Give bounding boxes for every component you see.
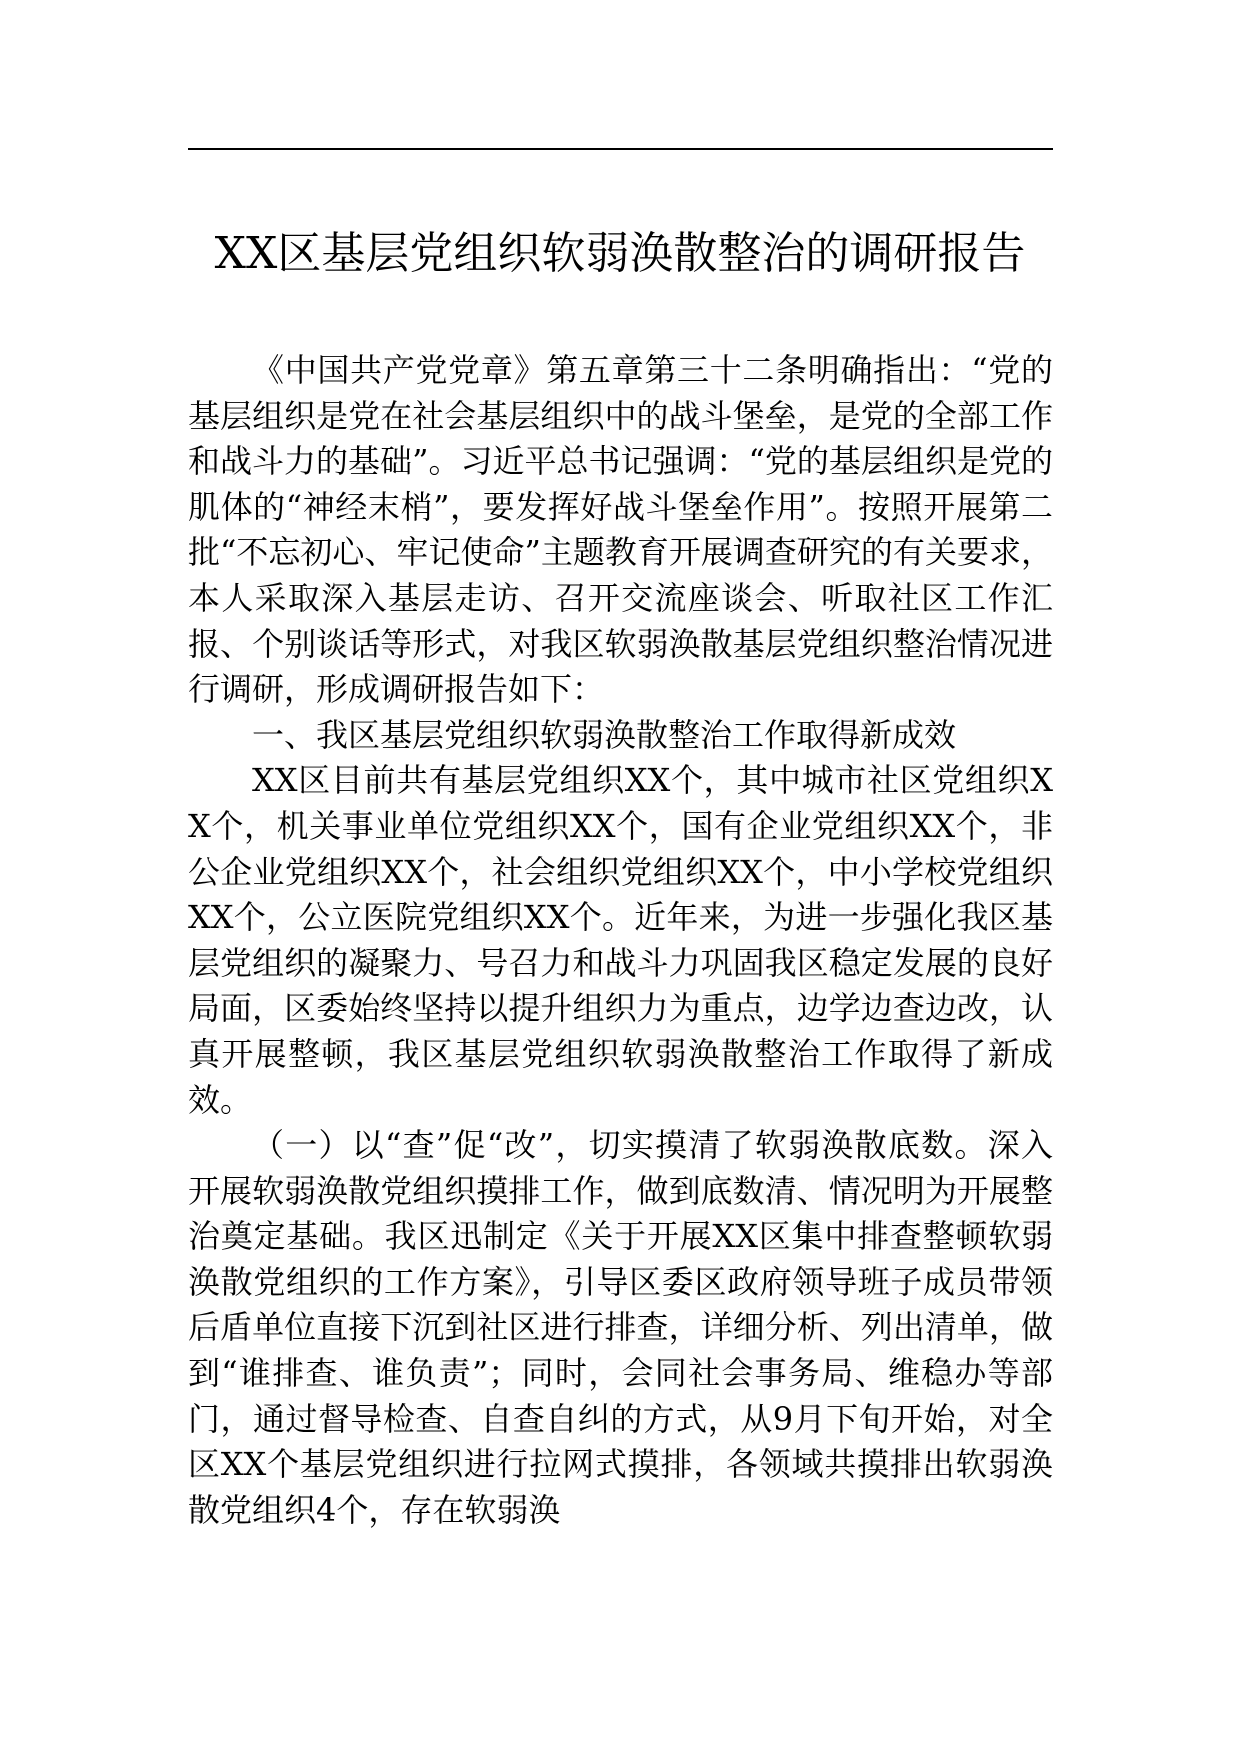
document-body [188,348,1053,1533]
intro-paragraph: 《中国共产党党章》第五章第三十二条明确指出：“党的基层组织是党在社会基层组织中的战斗堡垒，是党的全部工作和战斗力的基础”。习近平总书记强调：“党的基层组织是党的肌体的“神经末梢”，要发挥好战斗堡垒作用”。按照开展第二批“不忘初心、牢记使命”主题教育开展调查研究的有关要求，本人采取深入基层走访、召开交流座谈会、听取社区工作汇报、个别谈话等形式，对我区软弱涣散基层党组织整治情况进行调研，形成调研报告如下： [188,351,1053,709]
subsection-paragraph-1: （一）以“查”促“改”，切实摸清了软弱涣散底数。深入开展软弱涣散党组织摸排工作，做到底数清、情况明为开展整治奠定基础。我区迅制定《关于开展XX区集中排查整顿软弱涣散党组织的工作方案》，引导区委区政府领导班子成员带领后盾单位直接下沉到社区进行排查，详细分析、列出清单，做到“谁排查、谁负责”；同时，会同社会事务局、维稳办等部门，通过督导检查、自查自纠的方式，从9月下旬开始，对全区XX个基层党组织进行拉网式摸排，各领域共摸排出软弱涣散党组织4个，存在软弱涣 [188,1126,1053,1529]
overview-paragraph: XX区目前共有基层党组织XX个，其中城市社区党组织XX个，机关事业单位党组织XX个，国有企业党组织XX个，非公企业党组织XX个，社会组织党组织XX个，中小学校党组织XX个，公立医院党组织XX个。近年来，为进一步强化我区基层党组织的凝聚力、号召力和战斗力巩固我区稳定发展的良好局面，区委始终坚持以提升组织力为重点，边学边查边改，认真开展整顿，我区基层党组织软弱涣散整治工作取得了新成效。 [188,761,1053,1119]
document-title: XX区基层党组织软弱涣散整治的调研报告 [214,228,1026,279]
section-heading-1: 一、我区基层党组织软弱涣散整治工作取得新成效 [252,715,957,754]
header-rule [188,148,1053,150]
